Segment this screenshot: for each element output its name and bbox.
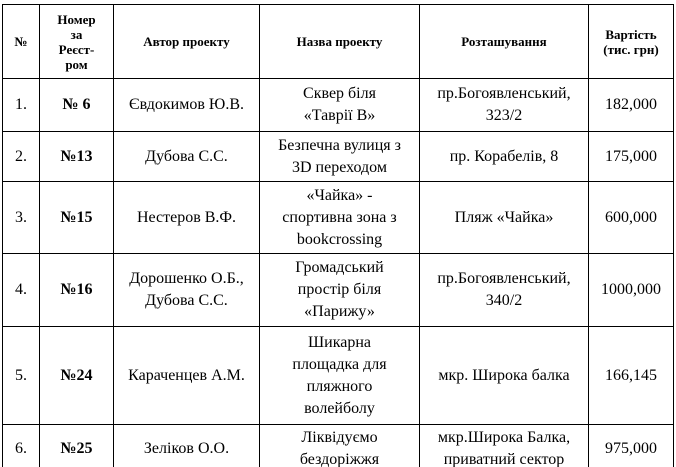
author-line: Дубова С.С. (145, 292, 228, 309)
cell-registry: №15 (40, 182, 114, 254)
table-row (3, 327, 674, 425)
header-registry-line: ром (65, 56, 88, 72)
cell-location (420, 327, 589, 425)
name-line: волейболу (304, 399, 375, 417)
header-project-name: Назва проекту (260, 5, 420, 79)
header-cost-line: Вартість (605, 26, 657, 42)
name-line: «Таврії В» (303, 107, 376, 124)
location-line: 323/2 (485, 107, 523, 124)
name-line: площадка для (292, 355, 387, 373)
header-author: Автор проекту (114, 5, 260, 79)
header-location: Розташування (420, 5, 589, 79)
location-line: пр.Богоявленський, (437, 270, 571, 287)
table-row (3, 254, 674, 327)
cell-cost: 1000,000 (589, 254, 674, 327)
table-row (3, 132, 674, 182)
cell-cost: 975,000 (589, 425, 674, 467)
location-line: 340/2 (485, 292, 523, 309)
cell-registry: №13 (40, 132, 114, 182)
location-line: пр. Корабелів, 8 (449, 147, 559, 165)
cell-cost: 600,000 (589, 182, 674, 254)
name-line: пляжного (306, 377, 373, 395)
table-row (3, 425, 674, 467)
cell-project-name (260, 425, 420, 467)
cell-author (114, 327, 260, 425)
cell-location (420, 132, 589, 182)
cell-project-name (260, 182, 420, 254)
cell-registry: №16 (40, 254, 114, 327)
cell-cost: 182,000 (589, 79, 674, 132)
cell-number: 1. (3, 79, 40, 132)
name-line: 3D переходом (292, 158, 387, 176)
name-line: Ліквідуємо (301, 429, 378, 446)
table-row (3, 182, 674, 254)
cell-author (114, 425, 260, 467)
cell-cost: 175,000 (589, 132, 674, 182)
name-line: Безпечна вулиця з (278, 136, 401, 154)
cell-location (420, 182, 589, 254)
cell-project-name (260, 327, 420, 425)
name-line: Громадський (295, 259, 384, 276)
header-registry-line: за (70, 26, 83, 42)
header-registry-line: Номер (57, 11, 96, 27)
cell-location (420, 254, 589, 327)
name-line: «Чайка» - (306, 186, 373, 204)
author-line: Євдокимов Ю.В. (129, 96, 244, 113)
cell-location (420, 425, 589, 467)
cell-registry: № 6 (40, 79, 114, 132)
author-line: Зеліков О.О. (143, 440, 230, 457)
author-line: Дубова С.С. (145, 147, 228, 165)
location-line: мкр. Широка балка (438, 366, 570, 384)
author-line: Нестеров В.Ф. (136, 208, 237, 226)
cell-number: 2. (3, 132, 40, 182)
cell-author (114, 182, 260, 254)
cell-registry: №25 (40, 425, 114, 467)
header-registry-line: Реєст- (58, 41, 95, 57)
location-line: приватний сектор (443, 451, 565, 467)
cell-number: 4. (3, 254, 40, 327)
cell-cost: 166,145 (589, 327, 674, 425)
cell-location (420, 79, 589, 132)
cell-number: 6. (3, 425, 40, 467)
cell-project-name (260, 254, 420, 327)
projects-registry-table (2, 4, 674, 467)
name-line: простір біля (297, 281, 382, 298)
name-line: Сквер біля (303, 85, 376, 102)
cell-registry: №24 (40, 327, 114, 425)
cell-author (114, 132, 260, 182)
header-cost (589, 5, 674, 79)
location-line: Пляж «Чайка» (454, 208, 554, 226)
table-header-row (3, 5, 674, 79)
table-row (3, 79, 674, 132)
name-line: спортивна зона з (282, 208, 397, 226)
name-line: «Парижу» (304, 303, 375, 320)
location-line: мкр.Широка Балка, (437, 429, 571, 446)
cell-number: 3. (3, 182, 40, 254)
header-cost-line: (тис. грн) (603, 41, 659, 57)
cell-author (114, 254, 260, 327)
header-registry (40, 5, 114, 79)
cell-project-name (260, 79, 420, 132)
cell-project-name (260, 132, 420, 182)
header-number: № (3, 5, 40, 79)
name-line: Шикарна (308, 333, 371, 351)
author-line: Дорошенко О.Б., (129, 270, 244, 287)
author-line: Караченцев А.М. (128, 366, 245, 384)
cell-number: 5. (3, 327, 40, 425)
location-line: пр.Богоявленський, (437, 85, 571, 102)
cell-author (114, 79, 260, 132)
name-line: бездоріжжя (299, 451, 380, 467)
name-line: bookcrossing (296, 230, 383, 248)
